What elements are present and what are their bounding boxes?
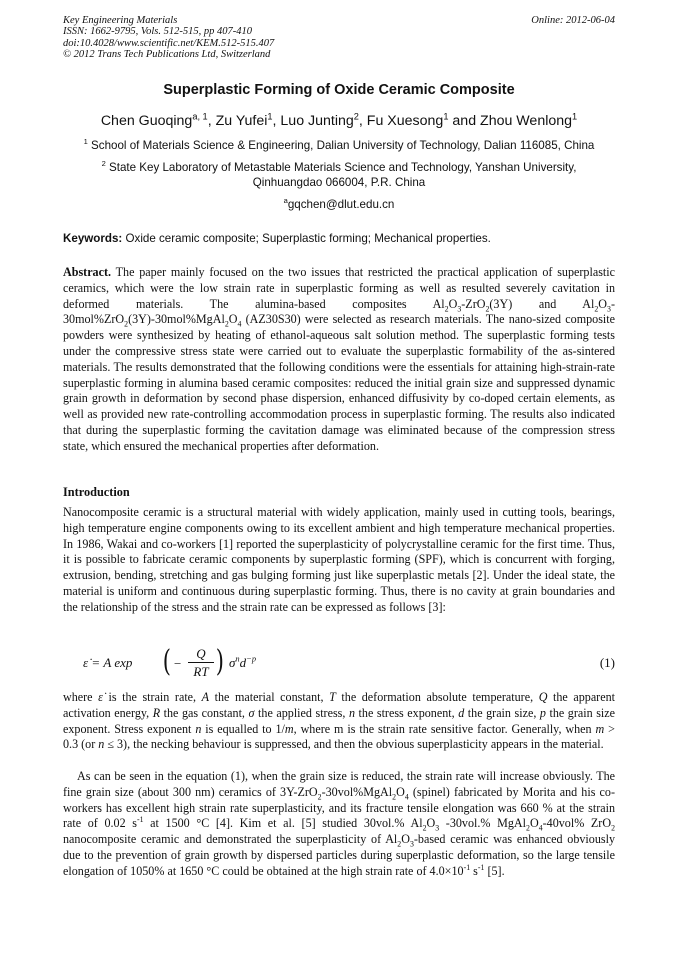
- intro-paragraph-3: As can be seen in the equation (1), when the grain size is reduced, the strain rate will increase obviously. The fine grain size (about 300 nm) ceramics of $3Y-ZrO_2-30vol\%MgAl_2O_4$ (spinel) fabricated by Morita and his co-workers has excellent high strain rate superplasticity, and its fracture tensile elongation was 660 % at the strain rate of 0.02 $s^{-1}$ at 1500 °C [4]. Kim et al. [5] studied 30vol.% $Al_2O_3$ -30vol.% $MgAl_2O_4-40vol\%$ ZrO$_2$ nanocomposite ceramic and demonstrated the superplasticity of $Al_2O_3$-based ceramic was enhanced obviously due to the prevention of grain growth by dispersed particles during superplastic deformation, so the large tensile elongation of 1050% at 1650 °C could be obtained at the high strain rate of $4.0\times 10^{-1}$ $s^{-1}$ [5].: [63, 769, 615, 878]
- affiliation-2: $^2$ State Key Laboratory of Metastable Materials Science and Technology, Yanshan University, Qinhuangdao 066004, P.R. China: [101, 159, 577, 189]
- online-date: Online: 2012-06-04: [531, 15, 615, 26]
- paper-title: Superplastic Forming of Oxide Ceramic Composite: [163, 82, 515, 98]
- variable-definitions: where ε̇ is the strain rate, A the material constant, T the deformation absolute temperature, Q the apparent activation energy, R the gas constant, σ the applied stress, n the stress exponent, d the grain size, p the grain size exponent. Stress exponent n is equalled to 1/m, where m is the strain rate sensitive factor. Generally, when m > 0.3 (or n ≤ 3), the necking behaviour is suppressed, and then the obvious superplasticity appears in the material.: [63, 690, 616, 752]
- intro-heading: Introduction: [63, 485, 130, 499]
- affiliation-1: $^1$ School of Materials Science & Engineering, Dalian University of Technology, Dalian 116085, China: [83, 137, 595, 152]
- journal-name: Key Engineering Materials: [63, 15, 178, 26]
- intro-paragraph-1: Nanocomposite ceramic is a structural material with widely application, mainly used in cutting tools, bearings, high temperature engine components owing to its excellent ambient and high temperature mechanical properties. In 1986, Wakai and co-workers [1] reported the superplasticity of polycrystalline ceramic for the first time. Thus, it is possible to fabricate ceramic components by superplastic forming (SPF), which is concurrent with forging, extrusion, bending, stretching and gas bulging forming just like superplastic metals [2]. Under the ideal state, the material is uniform and continuous during superplastic forming. Thus, there is no cavity at grain boundaries and the relationship of the stress and the strain rate can be expressed as follows [3]:: [63, 505, 615, 614]
- equation-number: (1): [599, 655, 615, 670]
- issn-line: ISSN: 1662-9795, Vols. 512-515, pp 407-410: [63, 26, 252, 38]
- doi-line: doi:10.4028/www.scientific.net/KEM.512-515.407: [63, 37, 275, 49]
- copyright-line: © 2012 Trans Tech Publications Ltd, Switzerland: [63, 48, 271, 60]
- abstract-label: Abstract.: [63, 265, 112, 279]
- email: $^a$gqchen@dlut.edu.cn: [283, 196, 395, 211]
- keywords-label: Keywords:: [63, 232, 123, 245]
- author-list: Chen Guoqing$^{a, 1}$, Zu Yufei$^1$, Luo Junting$^2$, Fu Xuesong$^1$ and Zhou Wenlong$^1$: [100, 111, 578, 129]
- abstract: Abstract. The paper mainly focused on the two issues that restricted the practical application of superplastic ceramics, which were the low strain rate in superplastic forming as well as resulted severely cavitation in deformed materials. The alumina-based composites $Al_2O_3-ZrO_2(3Y)$ and $Al_2O_3-30mol\%ZrO_2(3Y)-30mol\%MgAl_2O_4$ (AZ30S30) were selected as research materials. The nano-sized composite powders were synthesized by heating of ethanol-aqueous salt solution method. The superplastic forming tests under the compressive stress state were carried out to evaluate the superplastic formability of the as-sintered materials. The results demonstrated that the following conditions were the essentials for attaining high-strain-rate superplastic forming in alumina based ceramic composites: reduced the initial grain size and suppressed dynamic grain growth in deformation by second phase dispersion, enhanced diffusivity by co-doped certain elements, as well as provided new rate-controlling accommodation process in superplastic forming. The results also indicated that during the superplastic forming the cavitation damage was eliminated because of the compression stress state, which ensured the mechanical properties after deformation.: [63, 265, 615, 453]
- equation-1: ε̇ = A exp ( − $\frac{Q}{RT}$ ) $\sigma^nd^{-p}$ (1): [83, 644, 615, 679]
- journal-header: [63, 15, 615, 60]
- keywords: Keywords: Oxide ceramic composite; Superplastic forming; Mechanical properties.: [63, 232, 491, 245]
